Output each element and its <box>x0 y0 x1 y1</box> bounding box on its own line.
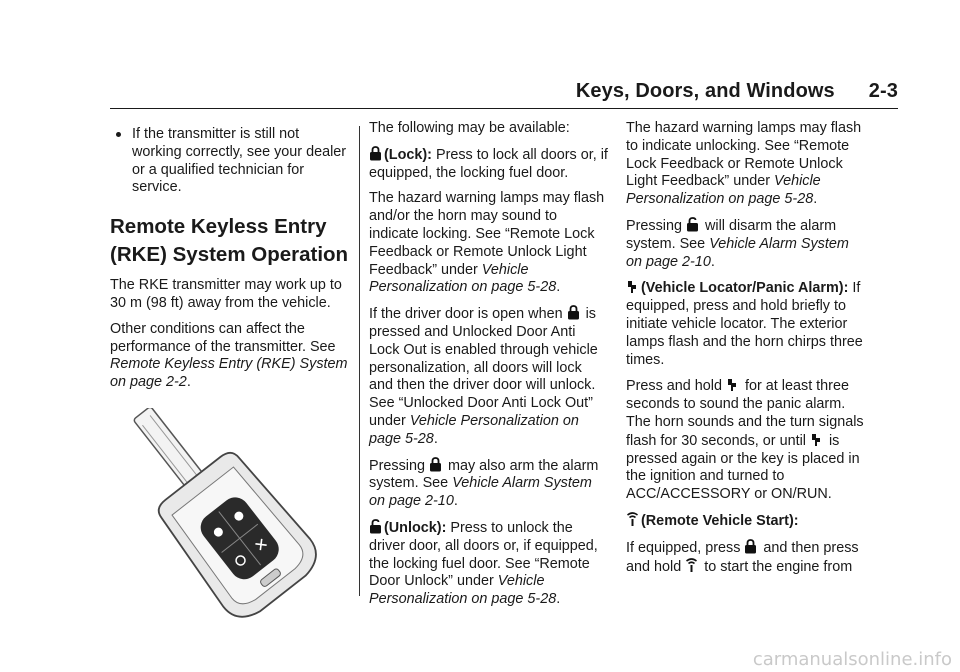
panic-icon <box>810 432 823 447</box>
panic-icon <box>726 377 739 392</box>
panic-icon <box>626 279 639 294</box>
unlock-label: (Unlock): <box>384 519 447 536</box>
bullet-dot <box>116 132 121 137</box>
driver-door-paragraph: If the driver door is open when is pressed and Unlocked Door Anti Lock Out is enabled through vehicle personalization, all doors will lock and then the driver door will unlock. See “Unlocked Door Anti Lock Out” under Vehicle Personalization on page 5‑28. <box>369 306 598 447</box>
column-divider <box>359 126 360 596</box>
remote-start-paragraph: If equipped, press and then press and hold to start the engine from <box>626 539 859 575</box>
cross-reference: Vehicle Alarm System on page 2‑10 <box>369 475 592 510</box>
cross-reference: Vehicle Personalization on page 5‑28 <box>369 573 557 608</box>
lock-icon <box>567 305 580 320</box>
column-2 <box>369 120 609 617</box>
key-fob-illustration <box>110 400 350 624</box>
column-3 <box>626 120 866 584</box>
cross-reference: Vehicle Alarm System on page 2‑10 <box>626 235 849 270</box>
unlock-paragraph: (Unlock): Press to unlock the driver door, all doors or, if equipped, the locking fuel door. See “Remote Door Unlock” under Vehicle Personalization on page 5‑28. <box>369 519 598 608</box>
remote-start-label: (Remote Vehicle Start): <box>641 512 799 529</box>
locator-paragraph: (Vehicle Locator/Panic Alarm): If equipped, press and hold briefly to initiate vehicle locator. The exterior lamps flash and the horn chirps three times. <box>626 280 863 368</box>
unlock-icon <box>686 217 699 232</box>
intro-text: The following may be available: <box>369 120 570 136</box>
hazard-paragraph: The hazard warning lamps may flash and/or the horn may sound to indicate locking. See “Remote Lock Feedback or Remote Unlock Light Feedback” under Vehicle Personalization on page 5‑28. <box>369 190 605 296</box>
section-heading: Remote Keyless Entry (RKE) System Operation <box>110 215 349 267</box>
panic-paragraph: Press and hold for at least three seconds to sound the panic alarm. The horn sounds and the turn signals flash for 30 seconds, or until is pressed again or the key is placed in the ignition and turned to ACC/ACCESSORY or ON/RUN. <box>626 378 864 503</box>
header-rule <box>110 108 898 109</box>
page-header <box>576 80 898 103</box>
key-fob-image <box>110 408 340 618</box>
lock-paragraph: (Lock): Press to lock all doors or, if equipped, the locking fuel door. <box>369 146 608 181</box>
disarm-paragraph: Pressing will disarm the alarm system. See Vehicle Alarm System on page 2‑10. <box>626 217 849 270</box>
remote-start-icon <box>685 558 698 573</box>
cross-reference: Vehicle Personalization on page 5‑28 <box>626 173 821 208</box>
section-title: Keys, Doors, and Windows <box>575 80 835 102</box>
unlock-hazard-paragraph: The hazard warning lamps may flash to indicate unlocking. See “Remote Lock Feedback or Remote Unlock Light Feedback” under Vehicle Personalization on page 5‑28. <box>626 120 862 208</box>
arm-alarm-paragraph: Pressing may also arm the alarm system. See Vehicle Alarm System on page 2‑10. <box>369 457 599 510</box>
remote-start-icon <box>626 512 639 527</box>
watermark: carmanualsonline.info <box>752 649 952 670</box>
cross-reference: Vehicle Personalization on page 5‑28 <box>369 412 579 447</box>
locator-label: (Vehicle Locator/Panic Alarm): <box>641 280 849 297</box>
column-1 <box>110 120 350 624</box>
lock-icon <box>369 146 382 161</box>
range-paragraph: The RKE transmitter may work up to 30 m (98 ft) away from the vehicle. <box>110 277 342 311</box>
bullet-item <box>110 126 350 197</box>
cross-reference: Remote Keyless Entry (RKE) System on page 2‑2 <box>110 356 348 391</box>
remote-start-heading <box>626 512 866 531</box>
unlock-icon <box>369 519 382 534</box>
lock-label: (Lock): <box>384 146 432 163</box>
lock-icon <box>429 457 442 472</box>
cross-reference: Vehicle Personalization on page 5‑28 <box>369 261 557 296</box>
lock-icon <box>744 539 757 554</box>
conditions-paragraph: Other conditions can affect the performance of the transmitter. See Remote Keyless Entry (RKE) System on page 2‑2. <box>110 320 348 391</box>
bullet-text: If the transmitter is still not working correctly, see your dealer or a qualified technician for service. <box>132 126 347 196</box>
page-number: 2-3 <box>868 80 898 102</box>
